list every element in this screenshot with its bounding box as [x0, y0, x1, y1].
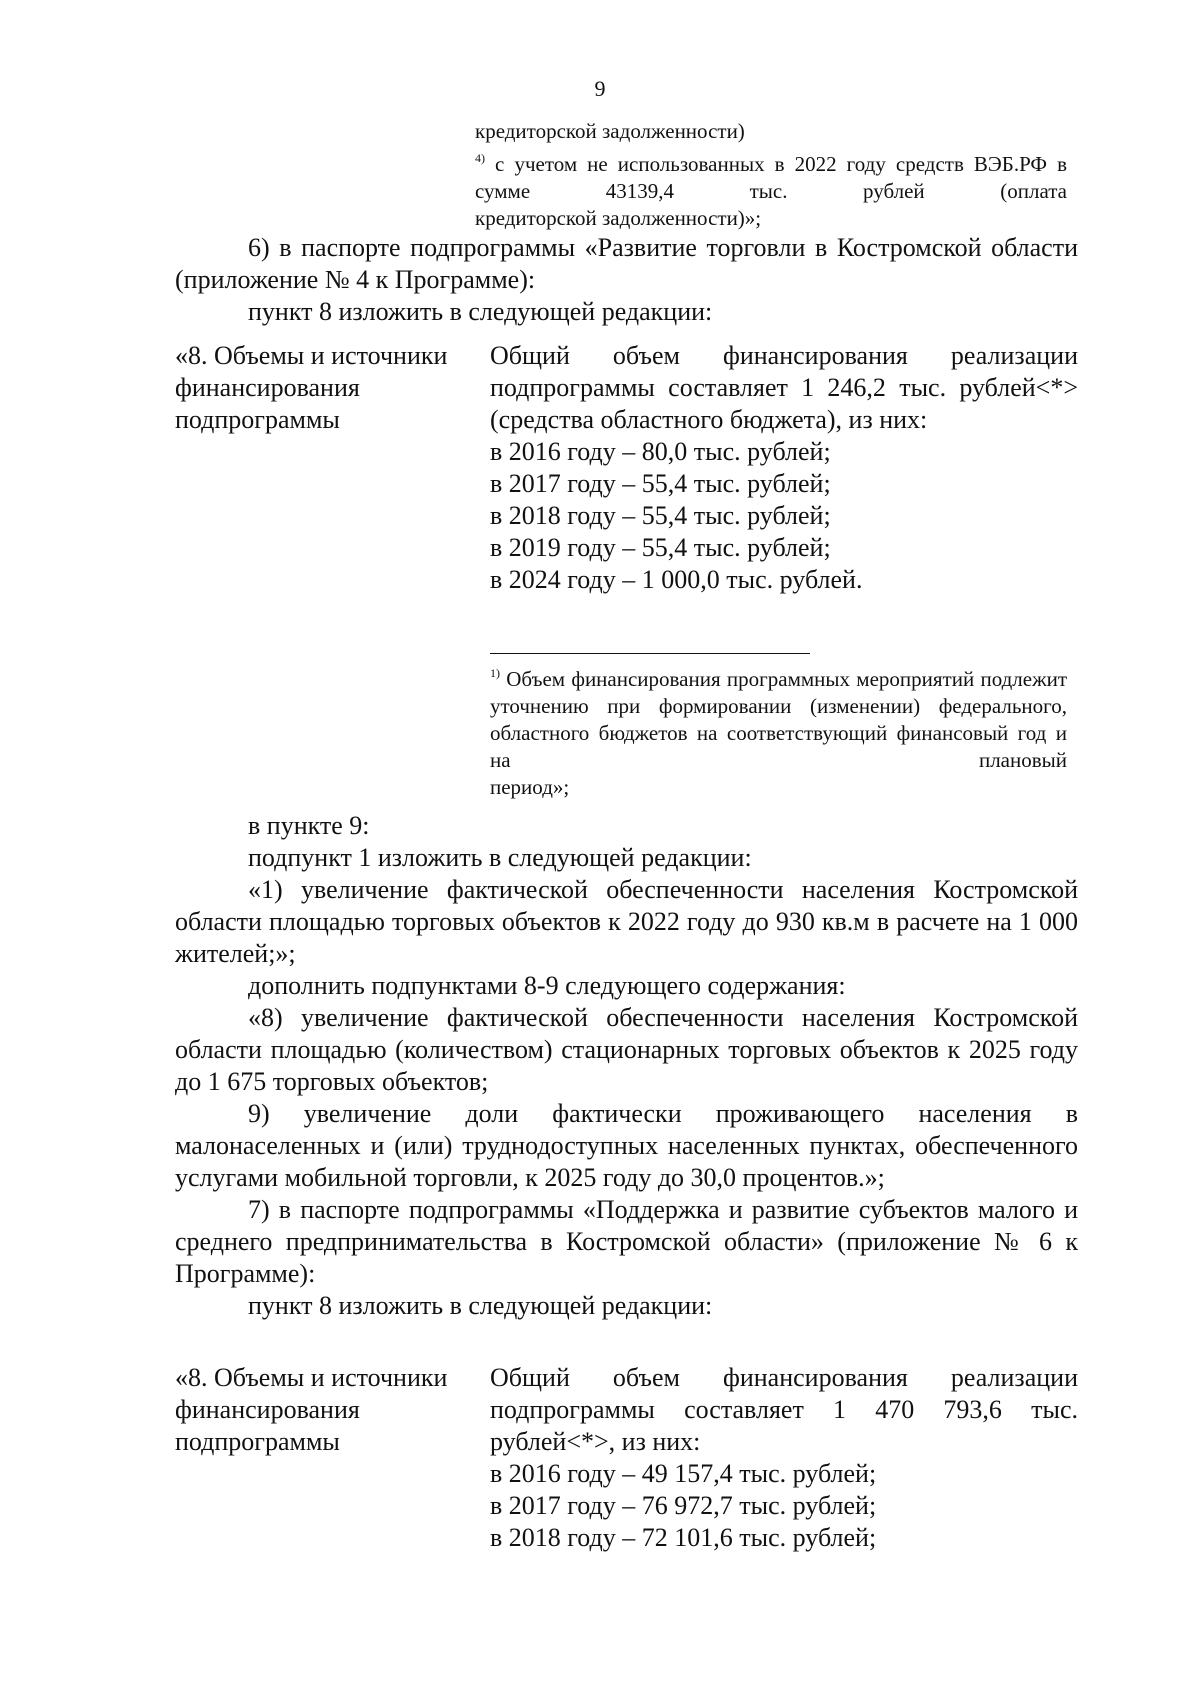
footnote-marker: 1) [490, 666, 500, 680]
table-2-row: в 2016 году – 49 157,4 тыс. рублей; [490, 1459, 877, 1488]
table-2-label-line: «8. Объемы и источники [175, 1363, 448, 1392]
footnote-table-1-last: период»; [490, 775, 570, 799]
paragraph-subitem-8: «8) увеличение фактической обеспеченности населения Костромской области площадью (количеством) стационарных торговых объектов к 2025 году до 1 675 торговых объектов; [175, 1003, 1078, 1096]
footnote-top-text: $^{4)}$ с учетом не использованных в 2022 году средств ВЭБ.РФ в сумме 43139,4 тыс. рублей (оплата [475, 151, 1067, 203]
table-1-content [490, 340, 1078, 596]
table-1-row: в 2017 году – 55,4 тыс. рублей; [490, 469, 831, 498]
table-1-label-line: финансирования [175, 373, 360, 402]
paragraph-subitem-1-text: «1) увеличение фактической обеспеченности населения Костромской области площадью торговых объектов к 2022 году до 930 кв.м в расчете на 1 000 жителей;»; [175, 875, 1078, 968]
table-1-row: в 2018 году – 55,4 тыс. рублей; [490, 501, 831, 530]
table-2-label [175, 1362, 485, 1458]
table-2-label-line: финансирования [175, 1395, 360, 1424]
paragraph-6-sub: пункт 8 изложить в следующей редакции: [248, 297, 713, 326]
table-1-row: в 2016 году – 80,0 тыс. рублей; [490, 437, 831, 466]
table-2-label-line: подпрограммы [175, 1427, 340, 1456]
footnote-rule [490, 653, 810, 654]
paragraph-7: 7) в паспорте подпрограммы «Поддержка и развитие субъектов малого и среднего предпринимательства в Костромской области» (приложение № 6 к Программе): [175, 1195, 1078, 1288]
table-1-intro: Общий объем финансирования реализации подпрограммы составляет 1 246,2 тыс. рублей<*> (средства областного бюджета), из них: [490, 341, 1078, 434]
footnote-table-1-text: $^{1)}$ Объем финансирования программных мероприятий подлежит уточнению при формировании (изменении) федерального, областного бюджетов на соответствующий финансовый год и на плановый [490, 666, 1067, 772]
paragraph-6-block [175, 232, 1078, 328]
table-2-intro: Общий объем финансирования реализации подпрограммы составляет 1 470 793,6 тыс. рублей<*>, из них: [490, 1363, 1078, 1456]
paragraph-subitem-1: подпункт 1 изложить в следующей редакции: [248, 843, 752, 872]
paragraph-subitem-9: 9) увеличение доли фактически проживающего населения в малонаселенных и (или) труднодоступных населенных пунктах, обеспеченного услугами мобильной торговли, к 2025 году до 30,0 процентов.»; [175, 1099, 1078, 1192]
body-text [175, 810, 1078, 1322]
footnote-table-1 [490, 653, 1067, 801]
table-2-row: в 2018 году – 72 101,6 тыс. рублей; [490, 1523, 877, 1552]
table-1-label-line: подпрограммы [175, 405, 340, 434]
table-1-row: в 2019 году – 55,4 тыс. рублей; [490, 533, 831, 562]
table-1-label-line: «8. Объемы и источники [175, 341, 448, 370]
table-1-label [175, 340, 485, 436]
paragraph-6: 6) в паспорте подпрограммы «Развитие торговли в Костромской области (приложение № 4 к Программе): [175, 233, 1078, 294]
paragraph-supplement: дополнить подпунктами 8-9 следующего содержания: [248, 971, 846, 1000]
table-2-row: в 2017 году – 76 972,7 тыс. рублей; [490, 1491, 877, 1520]
footnote-top-line1: кредиторской задолженности) [475, 119, 745, 143]
paragraph-item-9: в пункте 9: [248, 811, 370, 840]
table-2-content [490, 1362, 1078, 1554]
table-1-row: в 2024 году – 1 000,0 тыс. рублей. [490, 565, 863, 594]
footnote-top-last: кредиторской задолженности)»; [475, 206, 762, 230]
footnote-marker: 4) [475, 151, 485, 165]
paragraph-7-sub: пункт 8 изложить в следующей редакции: [248, 1291, 713, 1320]
page-number: 9 [594, 76, 606, 101]
footnote-top [475, 118, 1067, 232]
